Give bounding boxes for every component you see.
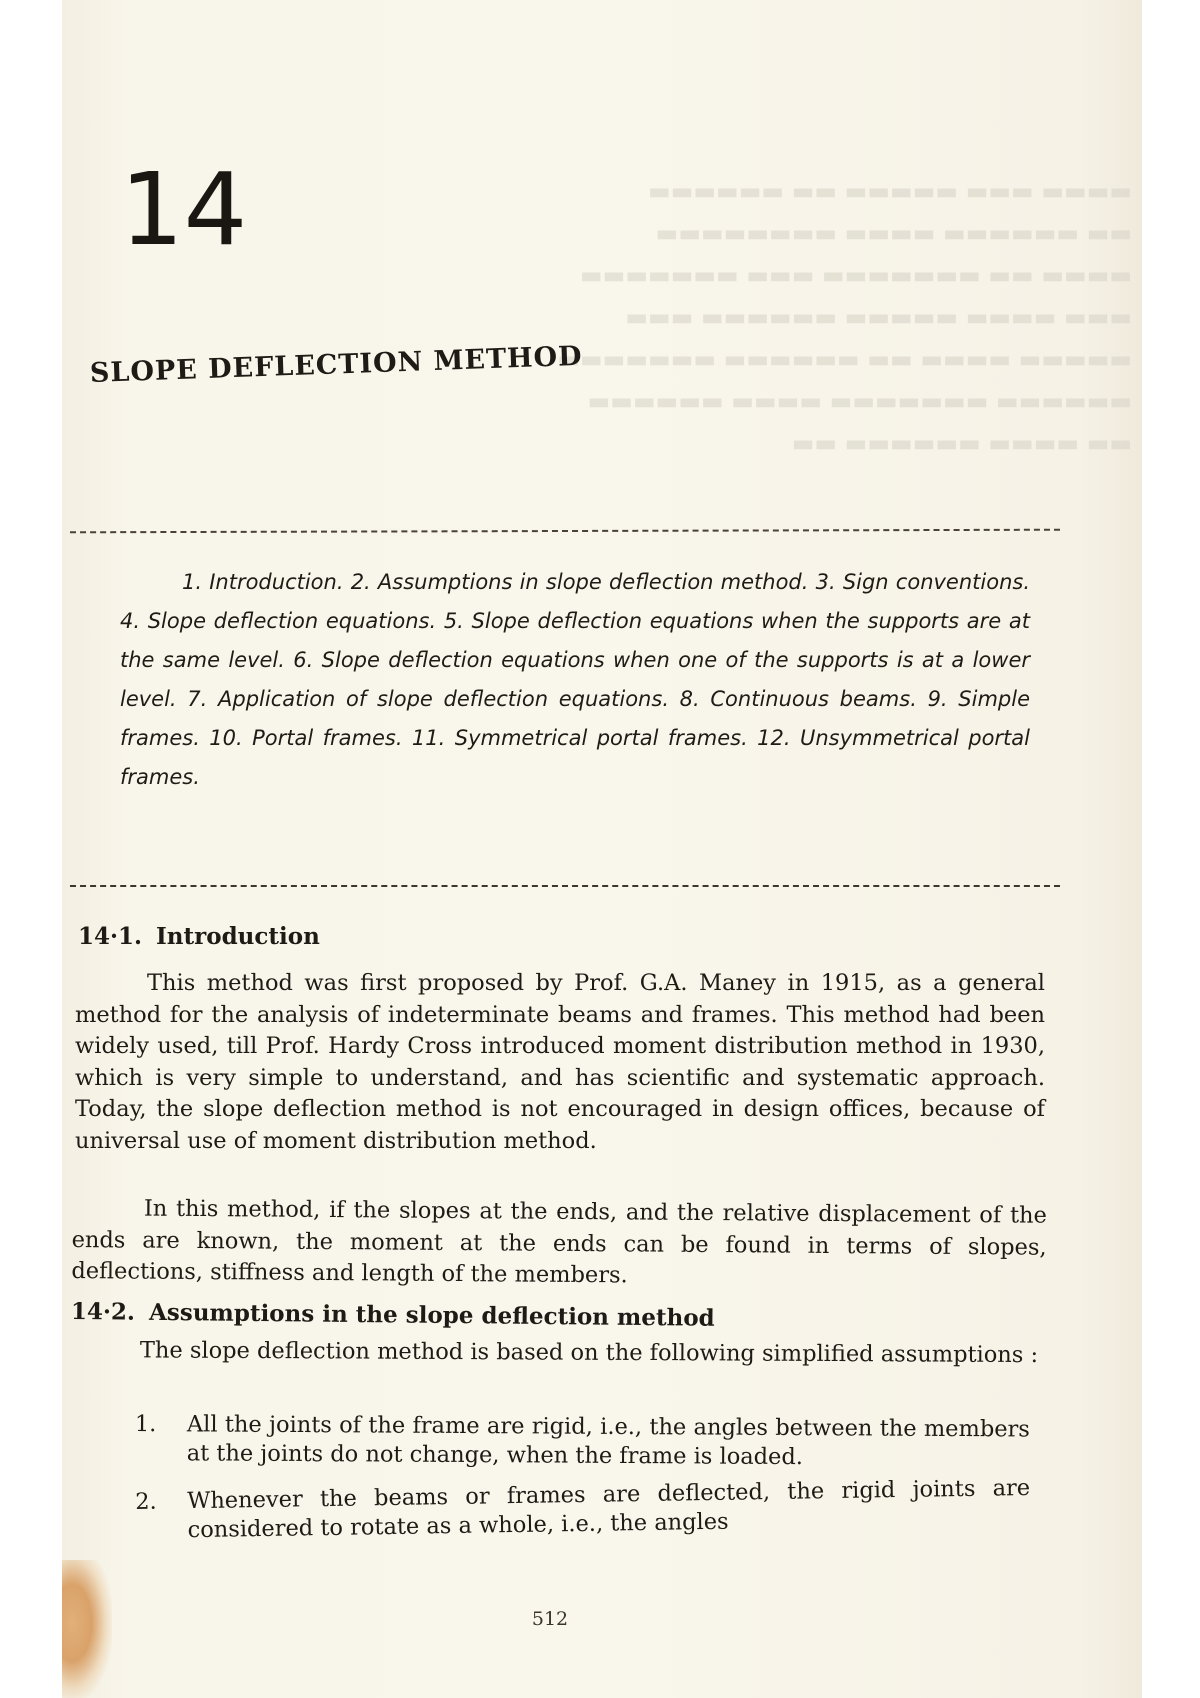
reverse-side-bleed-through: ▬▬▬▬ ▬▬▬ ▬▬▬▬▬ ▬▬ ▬▬▬▬▬▬ ▬▬ ▬▬▬▬▬▬ ▬▬▬▬ ▬▬▬▬▬▬▬▬ ▬▬▬▬ ▬▬ ▬▬▬▬▬▬▬ ▬▬▬ ▬▬▬▬▬▬▬ ▬▬▬ ▬▬▬▬ ▬▬▬▬▬ ▬▬▬▬▬▬ ▬▬▬ ▬▬▬▬▬ ▬▬▬▬ ▬▬ ▬▬▬▬▬▬ ▬▬▬▬▬▬▬ ▬▬▬▬▬▬ ▬▬▬▬▬▬▬ ▬▬▬▬ ▬▬▬▬▬▬ ▬▬ ▬▬▬▬ ▬▬▬▬▬▬ ▬▬ [557, 177, 1132, 457]
list-item-text: All the joints of the frame are rigid, i.e., the angles between the members at the joints do not change, when the frame is loaded. [186, 1411, 1030, 1471]
divider-bottom [70, 885, 1060, 887]
paragraph: This method was first proposed by Prof. G.A. Maney in 1915, as a general method for the analysis of indeterminate beams and frames. This method had been widely used, till Prof. Hardy Cross introduced moment distribution method in 1930, which is very simple to understand, and has scientific and systematic approach. Today, the slope deflection method is not encouraged in design offices, because of universal use of moment distribution method. [75, 970, 1045, 1154]
list-marker: 1. [134, 1411, 157, 1438]
section-title: Introduction [156, 923, 320, 950]
page-number: 512 [531, 1608, 569, 1630]
chapter-title: SLOPE DEFLECTION METHOD [89, 340, 584, 389]
chapter-contents [120, 563, 1030, 797]
list-item [135, 1474, 1031, 1546]
section-heading-introduction [78, 923, 320, 950]
contents-text: 1. Introduction. 2. Assumptions in slope deflection method. 3. Sign conventions. 4. Slope deflection equations. 5. Slope deflection equations when the supports are at the same level. 6. Slope deflection equations when one of the supports is at a lower level. 7. Application of slope deflection equations. 8. Continuous beams. 9. Simple frames. 10. Portal frames. 11. Symmetrical portal frames. 12. Unsymmetrical portal frames. [120, 570, 1030, 789]
list-item [135, 1410, 1030, 1473]
page-stain [62, 1560, 112, 1698]
list-marker: 2. [135, 1488, 157, 1515]
paragraph: The slope deflection method is based on the following simplified assumptions : [139, 1337, 1039, 1369]
section-number: 14·2. [70, 1298, 136, 1326]
paragraph: In this method, if the slopes at the ends, and the relative displacement of the ends are known, the moment at the ends can be found in terms of slopes, deflections, stiffness and length of the members. [71, 1195, 1047, 1289]
section-number: 14·1. [78, 923, 143, 950]
section-title: Assumptions in the slope deflection method [148, 1298, 715, 1332]
assumptions-list [135, 1410, 1030, 1566]
chapter-number: 14 [120, 151, 248, 268]
list-item-text: Whenever the beams or frames are deflected, the rigid joints are considered to rotate as a whole, i.e., the angles [187, 1474, 1031, 1544]
